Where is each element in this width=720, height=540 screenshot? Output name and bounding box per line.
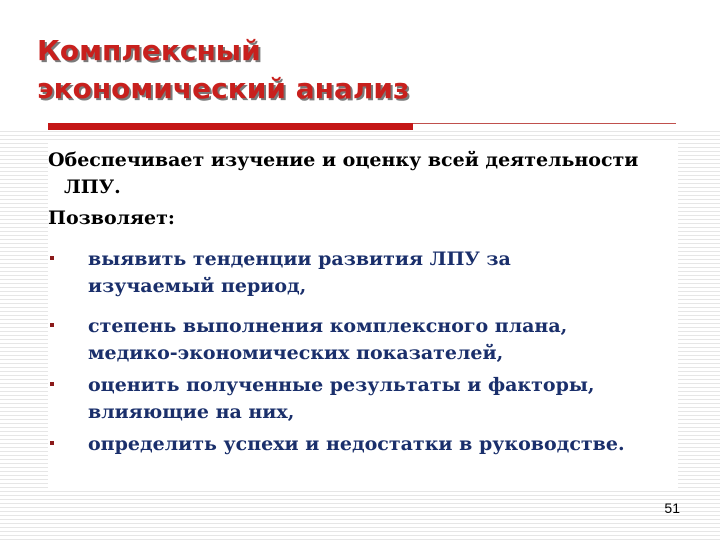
page-number: 51 (664, 500, 680, 516)
title-underline-accent (48, 123, 413, 130)
bullet-marker-icon (50, 441, 54, 445)
content-area (48, 143, 678, 488)
list-item-line-1: оценить полученные результаты и факторы, (88, 374, 595, 396)
allows-label (48, 205, 175, 232)
title-underline-thin (413, 123, 676, 124)
list-item-line-2: влияющие на них, (88, 401, 295, 423)
list-item-line-2: медико-экономических показателей, (88, 342, 504, 364)
intro-line-2: ЛПУ. (64, 176, 121, 198)
list-item-text (88, 246, 511, 300)
intro-line-1: Обеспечивает изучение и оценку всей деятельности (48, 149, 639, 171)
list-item-line-1: выявить тенденции развития ЛПУ за (88, 248, 511, 270)
list-item-text (88, 431, 625, 458)
intro-paragraph (48, 147, 638, 201)
list-item-line-1: определить успехи и недостатки в руководстве. (88, 433, 625, 455)
list-item-text (88, 372, 595, 426)
bullet-marker-icon (50, 256, 54, 260)
list-item-line-1: степень выполнения комплексного плана, (88, 315, 568, 337)
title-line-1: Комплексный (37, 34, 261, 67)
slide-title (37, 32, 409, 108)
list-item-line-2: изучаемый период, (88, 275, 307, 297)
bullet-marker-icon (50, 382, 54, 386)
bullet-marker-icon (50, 323, 54, 327)
list-item-text (88, 313, 567, 367)
title-line-2: экономический анализ (37, 72, 410, 105)
allows-label-text: Позволяет: (48, 207, 175, 229)
